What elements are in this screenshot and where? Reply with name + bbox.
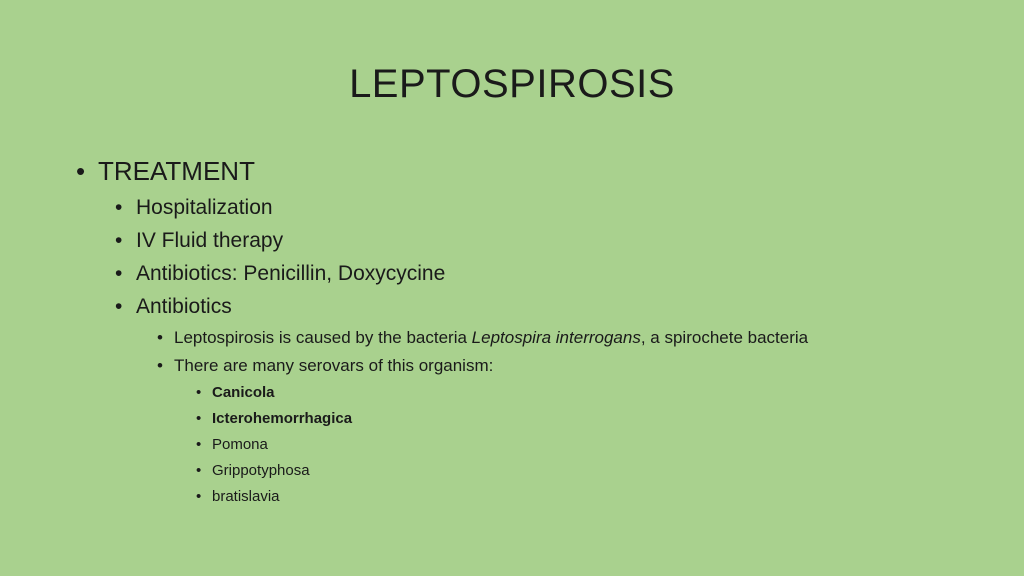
bullet-icon: • — [157, 328, 163, 347]
cause-text-start: Leptospirosis is caused by the bacteria — [174, 328, 472, 347]
bullet-text: Hospitalization — [136, 196, 273, 219]
bullet-text: IV Fluid therapy — [136, 229, 284, 252]
bullet-icon: • — [115, 262, 123, 285]
bullet-text: TREATMENT — [98, 156, 255, 186]
bullet-icon: • — [115, 229, 123, 252]
organism-name: Leptospira interrogans — [471, 328, 641, 347]
bullet-icon: • — [157, 356, 163, 375]
bullet-text: bratislavia — [212, 488, 280, 505]
slide-title: LEPTOSPIROSIS — [349, 62, 675, 106]
bullet-text: Antibiotics: Penicillin, Doxycycine — [136, 262, 446, 285]
bullet-text: Canicola — [212, 384, 275, 401]
bullet-icon: • — [196, 436, 202, 453]
bullet-text: Icterohemorrhagica — [212, 410, 353, 427]
bullet-text — [174, 327, 808, 349]
bullet-icon: • — [196, 384, 202, 401]
bullet-icon: • — [196, 410, 202, 427]
bullet-icon: • — [196, 488, 202, 505]
bullet-text: Grippotyphosa — [212, 462, 310, 479]
bullet-icon: • — [115, 295, 123, 318]
bullet-text: Antibiotics — [136, 295, 232, 318]
bullet-icon: • — [196, 462, 202, 479]
bullet-text: Pomona — [212, 436, 268, 453]
bullet-text: There are many serovars of this organism: — [174, 356, 494, 375]
bullet-icon: • — [115, 196, 123, 219]
bullet-icon: • — [76, 156, 86, 186]
cause-text-end: , a spirochete bacteria — [640, 328, 809, 347]
